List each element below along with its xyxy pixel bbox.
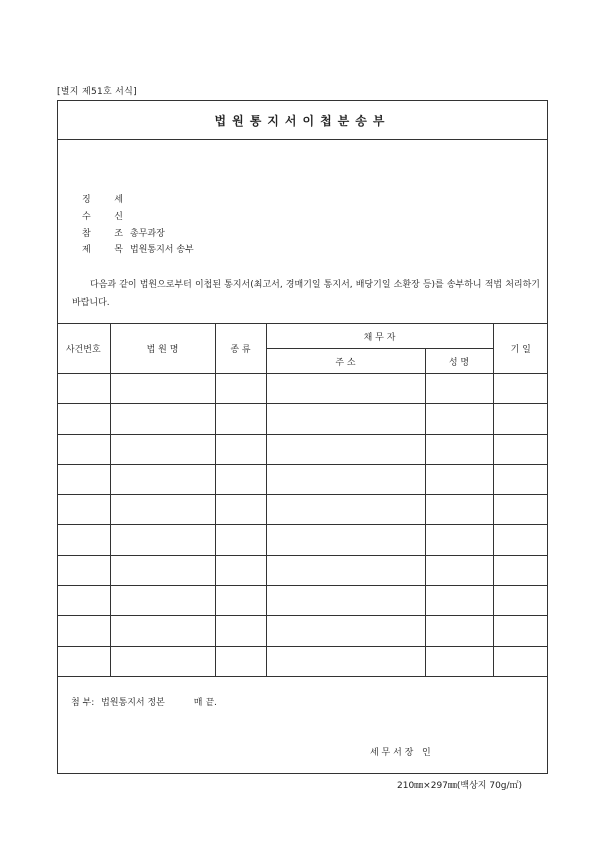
table-cell	[266, 495, 425, 525]
table-cell	[425, 616, 493, 646]
title-bar	[58, 101, 547, 140]
table-cell	[425, 555, 493, 585]
table-cell	[215, 616, 266, 646]
table-cell	[110, 434, 215, 464]
header-type: 종 류	[215, 324, 266, 374]
table-cell	[425, 374, 493, 404]
table-cell	[57, 404, 110, 434]
table-cell	[57, 646, 110, 676]
table-cell	[493, 404, 548, 434]
table-cell	[215, 464, 266, 494]
table-cell	[266, 374, 425, 404]
table-cell	[266, 464, 425, 494]
table-cell	[57, 434, 110, 464]
table-cell	[215, 555, 266, 585]
header-address: 주 소	[266, 349, 425, 374]
meta-key: 수 신	[82, 212, 123, 222]
meta-value: 총무과장	[130, 229, 165, 239]
table-row	[57, 616, 548, 646]
table-cell	[266, 404, 425, 434]
table-cell	[425, 495, 493, 525]
table-row	[57, 525, 548, 555]
table-cell	[425, 404, 493, 434]
header-case-number: 사건번호	[57, 324, 110, 374]
table-cell	[57, 464, 110, 494]
table-row	[57, 464, 548, 494]
table-cell	[110, 404, 215, 434]
table-row	[57, 434, 548, 464]
table-cell	[110, 616, 215, 646]
attachment-unit: 매 끝.	[193, 698, 217, 708]
meta-value: 법원통지서 송부	[130, 245, 194, 255]
table-cell	[425, 586, 493, 616]
table-row	[57, 374, 548, 404]
attachment-line	[71, 695, 217, 708]
table-cell	[57, 525, 110, 555]
signature-line: 세 무 서 장 인	[370, 748, 431, 758]
table-cell	[266, 555, 425, 585]
table-cell	[493, 646, 548, 676]
table-cell	[493, 464, 548, 494]
table-cell	[425, 464, 493, 494]
table-cell	[266, 586, 425, 616]
header-date: 기 일	[493, 324, 548, 374]
table-cell	[215, 404, 266, 434]
table-cell	[110, 374, 215, 404]
header-court-name-label: 법 원 명	[146, 345, 179, 355]
table-cell	[215, 525, 266, 555]
table-cell	[110, 555, 215, 585]
attachment-label: 첨 부:	[71, 698, 95, 708]
table-cell	[493, 495, 548, 525]
paper-spec-footnote: 210㎜×297㎜(백상지 70g/㎡)	[397, 781, 523, 791]
table-body	[57, 374, 548, 677]
attachment-text: 법원통지서 정본	[101, 698, 165, 708]
table-cell	[493, 586, 548, 616]
header-court-name	[110, 324, 215, 374]
table-cell	[57, 555, 110, 585]
meta-key: 제 목	[82, 245, 123, 255]
table-cell	[110, 464, 215, 494]
meta-row-subject	[82, 242, 194, 255]
table-cell	[215, 646, 266, 676]
table-row	[57, 555, 548, 585]
document-frame	[57, 100, 548, 774]
table-cell	[110, 586, 215, 616]
table-cell	[57, 495, 110, 525]
table-row	[57, 646, 548, 676]
table-cell	[110, 525, 215, 555]
table-cell	[215, 495, 266, 525]
table-cell	[110, 646, 215, 676]
table-cell	[266, 434, 425, 464]
meta-key: 참 조	[82, 229, 123, 239]
table-cell	[425, 646, 493, 676]
body-paragraph: 다음과 같이 법원으로부터 이첩된 통지서(최고서, 경매기일 통지서, 배당기일 소환장 등)를 송부하니 적법 처리하기 바랍니다.	[72, 280, 540, 308]
table-cell	[110, 495, 215, 525]
table-cell	[493, 434, 548, 464]
notice-table	[57, 323, 548, 677]
table-row	[57, 404, 548, 434]
table-cell	[266, 646, 425, 676]
table-row	[57, 495, 548, 525]
table-cell	[493, 525, 548, 555]
table-cell	[57, 616, 110, 646]
table-cell	[493, 374, 548, 404]
document-title: 법원통지서이첩분송부	[214, 113, 391, 128]
table-cell	[266, 616, 425, 646]
header-person-name: 성 명	[425, 349, 493, 374]
header-debtor: 채 무 자	[266, 324, 493, 349]
table-cell	[493, 616, 548, 646]
table-row	[57, 586, 548, 616]
table-cell	[266, 525, 425, 555]
meta-row-reference	[82, 226, 165, 239]
table-cell	[493, 555, 548, 585]
table-cell	[57, 586, 110, 616]
table-cell	[425, 525, 493, 555]
table-cell	[215, 586, 266, 616]
meta-row-recipient	[82, 209, 130, 222]
table-cell	[57, 374, 110, 404]
meta-row-sender	[82, 192, 130, 205]
form-number-label: [별지 제51호 서식]	[57, 87, 137, 97]
table-cell	[425, 434, 493, 464]
table-cell	[215, 374, 266, 404]
meta-key: 징 세	[82, 195, 123, 205]
table-cell	[215, 434, 266, 464]
